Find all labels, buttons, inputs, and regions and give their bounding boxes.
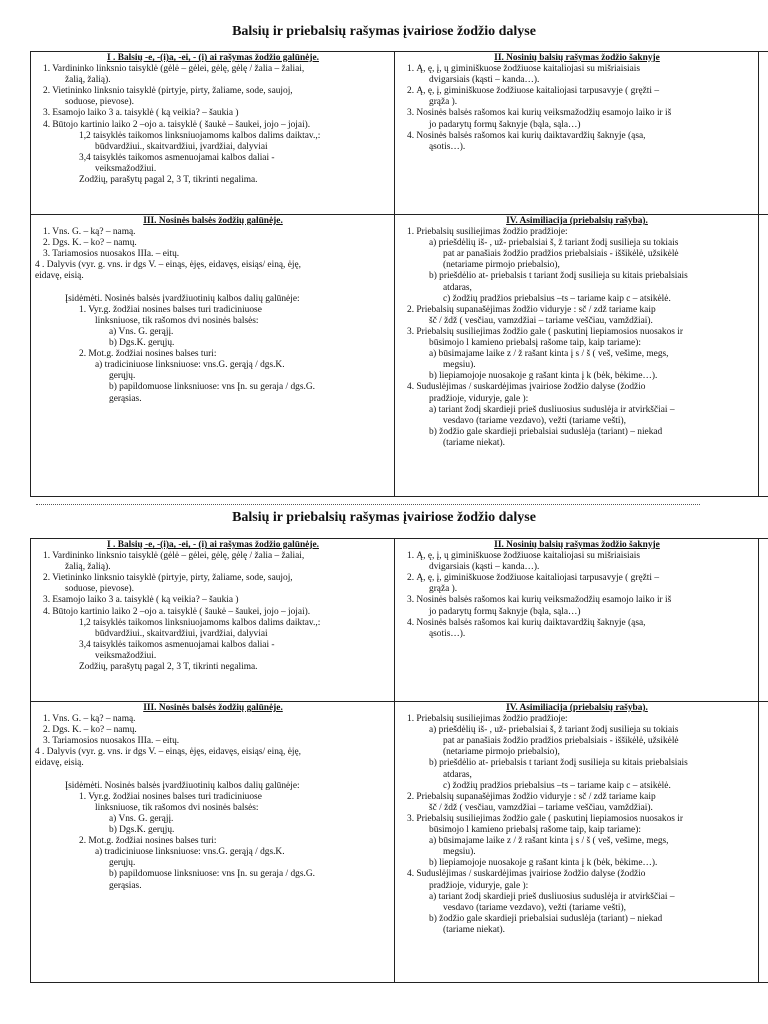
section-heading: I . Balsių -e, -(i)a, -ei, - (i) ai rašymas žodžio galūnėje. xyxy=(107,540,319,550)
rule-line: pradžioje, viduryje, gale ): xyxy=(429,880,529,891)
empty-stub-cell xyxy=(759,52,768,214)
rule-line: 1. Vyr.g. žodžiai nosines balses turi tradiciniuose xyxy=(79,304,262,315)
rule-line: 1. Priebalsių susiliejimas žodžio pradžioje: xyxy=(407,714,568,725)
rule-line: eidavę, eisią. xyxy=(35,758,84,769)
rule-line: linksniuose, tik rašomos dvi nosinės balsės: xyxy=(95,315,259,326)
rule-line: (tariame niekat). xyxy=(443,924,505,935)
rule-line: 4. Suduslėjimas / suskardėjimas įvairiose žodžio dalyse (žodžio xyxy=(407,869,646,880)
rule-line: a) būsimajame laike z / ž rašant kinta į s / š ( veš, vešime, megs, xyxy=(429,836,669,847)
rule-line: 1. Vardininko linksnio taisyklė (gėlė – gėlei, gėlę, gėlę / žalia – žaliai, xyxy=(43,64,305,75)
rule-line: gerųjų. xyxy=(109,858,136,869)
table-row-top xyxy=(31,539,768,702)
rule-line: 2. Ą, ę, į, giminiškuose žodžiuose kaitaliojasi tarpusavyje ( gręžti – xyxy=(407,86,660,97)
rule-line: 2. Vietininko linksnio taisyklė (pirtyje, pirty, žaliame, sode, saujoj, xyxy=(43,573,293,584)
rule-line: b) žodžio gale skardieji priebalsiai suduslėja (tariant) – niekad xyxy=(429,913,663,924)
rule-line: 2. Priebalsių supanašėjimas žodžio viduryje : sč / zdž tariame kaip xyxy=(407,791,656,802)
rule-line: gerųjų. xyxy=(109,371,136,382)
section-heading: III. Nosinės balsės žodžių galūnėje. xyxy=(143,216,283,226)
rule-line: b) papildomuose linksniuose: vns Įn. su geraja / dgs.G. xyxy=(109,869,315,880)
rule-line: 1. Ą, ę, į, ų giminiškuose žodžiuose kaitaliojasi su mišriaisiais xyxy=(407,551,641,562)
rule-line: 4 . Dalyvis (vyr. g. vns. ir dgs V. – einąs, ėjęs, eidavęs, eisiąs/ einą, ėję, xyxy=(35,747,302,758)
rule-line: c) žodžių pradžios priebalsius –ts – tariame kaip c – atsikėlė. xyxy=(443,780,671,791)
empty-stub-cell xyxy=(759,702,768,982)
rule-line: 3. Nosinės balsės rašomos kai kurių veiksmažodžių esamojo laiko ir iš xyxy=(407,108,672,119)
rule-line: 2. Mot.g. žodžiai nosines balses turi: xyxy=(79,349,217,360)
rule-line: 4. Suduslėjimas / suskardėjimas įvairiose žodžio dalyse (žodžio xyxy=(407,382,646,393)
rule-line: Įsidėmėti. Nosinės balsės įvardžiuotinių kalbos dalių galūnėje: xyxy=(65,780,300,791)
rule-line: 2. Dgs. K. – ko? – namų. xyxy=(43,725,137,736)
rule-line: b) Dgs.K. gerųjų. xyxy=(109,825,175,836)
rule-line: dvigarsiais (kąsti – kanda…). xyxy=(429,562,540,573)
rule-line: Žodžių, parašytų pagal 2, 3 T, tikrinti negalima. xyxy=(79,662,258,673)
rule-line: 2. Vietininko linksnio taisyklė (pirtyje, pirty, žaliame, sode, saujoj, xyxy=(43,86,293,97)
rule-line: a) tradiciniuose linksniuose: vns.G. gerąją / dgs.K. xyxy=(95,360,285,371)
section-3-cell xyxy=(31,215,395,496)
rule-line: žalią, žalią). xyxy=(65,75,111,86)
rules-table xyxy=(30,51,768,497)
rule-line: b) priešdėlio at- priebalsis t tariant žodį susilieja su kitais priebalsiais xyxy=(429,271,688,282)
rule-line: 2. Dgs. K. – ko? – namų. xyxy=(43,238,137,249)
rule-line: b) papildomuose linksniuose: vns Įn. su geraja / dgs.G. xyxy=(109,382,315,393)
rule-line: a) tradiciniuose linksniuose: vns.G. gerąją / dgs.K. xyxy=(95,847,285,858)
section-heading: IV. Asimiliacija (priebalsių rašyba). xyxy=(506,216,648,226)
rule-line: grąža ). xyxy=(429,584,458,595)
rule-line: b) žodžio gale skardieji priebalsiai suduslėja (tariant) – niekad xyxy=(429,426,663,437)
rule-line: megsiu). xyxy=(443,847,476,858)
rule-line: b) liepiamojoje nuosakoje g rašant kinta į k (bėk, bėkime…). xyxy=(429,371,658,382)
rule-line: atdaras, xyxy=(443,282,472,293)
rule-line: 1. Vns. G. – ką? – namą. xyxy=(43,227,136,238)
document-title: Balsių ir priebalsių rašymas įvairiose žodžio dalyse xyxy=(232,510,536,525)
rule-line: 3. Tariamosios nuosakos IIIa. – eitų. xyxy=(43,736,180,747)
rule-line: gerąsias. xyxy=(109,393,142,404)
rule-line: (netariame pirmojo priebalsio), xyxy=(443,260,560,271)
rule-line: 3. Esamojo laiko 3 a. taisyklė ( ką veikia? – šaukia ) xyxy=(43,108,239,119)
rule-line: megsiu). xyxy=(443,360,476,371)
rule-line: jo padarytų formų šaknyje (bąla, sąla…) xyxy=(429,119,581,130)
rule-line: (netariame pirmojo priebalsio), xyxy=(443,747,560,758)
rule-line: grąža ). xyxy=(429,97,458,108)
rule-line: 1,2 taisyklės taikomos linksniuojamoms kalbos dalims daiktav.,: xyxy=(79,130,321,141)
rule-line: soduose, pievose). xyxy=(65,584,134,595)
rule-line: 1. Ą, ę, į, ų giminiškuose žodžiuose kaitaliojasi su mišriaisiais xyxy=(407,64,641,75)
section-heading: II. Nosinių balsių rašymas žodžio šaknyje xyxy=(494,540,660,550)
section-heading: IV. Asimiliacija (priebalsių rašyba). xyxy=(506,703,648,713)
rule-line: 3. Nosinės balsės rašomos kai kurių veiksmažodžių esamojo laiko ir iš xyxy=(407,595,672,606)
rule-line: būsimojo l kamieno priebalsį rašome taip, kaip tariame): xyxy=(429,825,641,836)
rule-line: būdvardžiui., skaitvardžiui, įvardžiai, dalyviai xyxy=(95,141,268,152)
rule-line: a) priešdėlių iš- , už- priebalsiai š, ž tariant žodį susilieja su tokiais xyxy=(429,238,679,249)
cut-line-divider xyxy=(36,504,700,505)
rule-line: šč / ždž ( vesčiau, vamzdžiai – tariame veščiau, vamždžiai). xyxy=(429,315,653,326)
rule-line: a) tariant žodį skardieji prieš dusliuosius suduslėja ir atvirkščiai – xyxy=(429,891,675,902)
rule-line: 1. Vns. G. – ką? – namą. xyxy=(43,714,136,725)
section-2-cell xyxy=(395,539,759,701)
rule-line: žalią, žalią). xyxy=(65,562,111,573)
section-3-cell xyxy=(31,702,395,982)
rule-line: 1,2 taisyklės taikomos linksniuojamoms kalbos dalims daiktav.,: xyxy=(79,617,321,628)
rule-line: 4. Būtojo kartinio laiko 2 –ojo a. taisyklė ( šaukė – šaukei, jojo – jojai). xyxy=(43,606,311,617)
rule-line: būdvardžiui., skaitvardžiui, įvardžiai, dalyviai xyxy=(95,628,268,639)
rule-line: pat ar panašiais žodžio pradžios priebalsiais - iššikėlė, užsikėlė xyxy=(443,249,679,260)
rule-line: 1. Vyr.g. žodžiai nosines balses turi tradiciniuose xyxy=(79,791,262,802)
rule-line: Žodžių, parašytų pagal 2, 3 T, tikrinti negalima. xyxy=(79,175,258,186)
rule-line: 3. Priebalsių susiliejimas žodžio gale ( paskutinį liepiamosios nuosakos ir xyxy=(407,813,684,824)
section-2-cell xyxy=(395,52,759,214)
rule-line: 3. Tariamosios nuosakos IIIa. – eitų. xyxy=(43,249,180,260)
empty-stub-cell xyxy=(759,215,768,496)
rule-line: Įsidėmėti. Nosinės balsės įvardžiuotinių kalbos dalių galūnėje: xyxy=(65,293,300,304)
rule-line: vesdavo (tariame vezdavo), vežti (tariame vešti), xyxy=(443,902,626,913)
section-1-cell xyxy=(31,539,395,701)
rule-line: vesdavo (tariame vezdavo), vežti (tariame vešti), xyxy=(443,415,626,426)
section-4-cell xyxy=(395,702,759,982)
rule-line: dvigarsiais (kąsti – kanda…). xyxy=(429,75,540,86)
rule-line: veiksmažodžiui. xyxy=(95,650,157,661)
section-heading: III. Nosinės balsės žodžių galūnėje. xyxy=(143,703,283,713)
rule-line: 2. Ą, ę, į, giminiškuose žodžiuose kaitaliojasi tarpusavyje ( gręžti – xyxy=(407,573,660,584)
document-title: Balsių ir priebalsių rašymas įvairiose žodžio dalyse xyxy=(232,24,536,39)
rule-line: a) būsimajame laike z / ž rašant kinta į s / š ( veš, vešime, megs, xyxy=(429,349,669,360)
section-heading: II. Nosinių balsių rašymas žodžio šaknyje xyxy=(494,53,660,63)
table-row-bottom xyxy=(31,215,768,497)
rule-line: 4. Nosinės balsės rašomos kai kurių daiktavardžių šaknyje (ąsa, xyxy=(407,617,646,628)
rule-line: jo padarytų formų šaknyje (bąla, sąla…) xyxy=(429,606,581,617)
rule-line: veiksmažodžiui. xyxy=(95,163,157,174)
rule-line: a) priešdėlių iš- , už- priebalsiai š, ž tariant žodį susilieja su tokiais xyxy=(429,725,679,736)
section-heading: I . Balsių -e, -(i)a, -ei, - (i) ai rašymas žodžio galūnėje. xyxy=(107,53,319,63)
rule-line: šč / ždž ( vesčiau, vamzdžiai – tariame veščiau, vamždžiai). xyxy=(429,802,653,813)
section-1-cell xyxy=(31,52,395,214)
rule-line: ąsotis…). xyxy=(429,141,466,152)
rule-line: 1. Priebalsių susiliejimas žodžio pradžioje: xyxy=(407,227,568,238)
rule-line: būsimojo l kamieno priebalsį rašome taip, kaip tariame): xyxy=(429,338,641,349)
rule-line: atdaras, xyxy=(443,769,472,780)
rule-line: ąsotis…). xyxy=(429,628,466,639)
rule-line: b) Dgs.K. gerųjų. xyxy=(109,338,175,349)
rule-line: a) Vns. G. gerąjį. xyxy=(109,813,174,824)
rules-table xyxy=(30,538,768,983)
rule-line: (tariame niekat). xyxy=(443,437,505,448)
rule-line: eidavę, eisią. xyxy=(35,271,84,282)
rule-line: gerąsias. xyxy=(109,880,142,891)
rule-line: 1. Vardininko linksnio taisyklė (gėlė – gėlei, gėlę, gėlę / žalia – žaliai, xyxy=(43,551,305,562)
rule-line: a) tariant žodį skardieji prieš dusliuosius suduslėja ir atvirkščiai – xyxy=(429,404,675,415)
rule-line: a) Vns. G. gerąjį. xyxy=(109,326,174,337)
rule-line: pradžioje, viduryje, gale ): xyxy=(429,393,529,404)
rule-line xyxy=(35,283,391,294)
rule-line: 3. Priebalsių susiliejimas žodžio gale ( paskutinį liepiamosios nuosakos ir xyxy=(407,326,684,337)
rule-line: 2. Priebalsių supanašėjimas žodžio viduryje : sč / zdž tariame kaip xyxy=(407,304,656,315)
rule-line: c) žodžių pradžios priebalsius –ts – tariame kaip c – atsikėlė. xyxy=(443,293,671,304)
empty-stub-cell xyxy=(759,539,768,701)
rule-line: linksniuose, tik rašomos dvi nosinės balsės: xyxy=(95,802,259,813)
table-row-top xyxy=(31,52,768,215)
rule-line: b) priešdėlio at- priebalsis t tariant žodį susilieja su kitais priebalsiais xyxy=(429,758,688,769)
rule-line: soduose, pievose). xyxy=(65,97,134,108)
table-row-bottom xyxy=(31,702,768,983)
section-4-cell xyxy=(395,215,759,496)
rule-line: pat ar panašiais žodžio pradžios priebalsiais - iššikėlė, užsikėlė xyxy=(443,736,679,747)
rule-line: b) liepiamojoje nuosakoje g rašant kinta į k (bėk, bėkime…). xyxy=(429,858,658,869)
rule-line: 2. Mot.g. žodžiai nosines balses turi: xyxy=(79,836,217,847)
rule-line: 4. Nosinės balsės rašomos kai kurių daiktavardžių šaknyje (ąsa, xyxy=(407,130,646,141)
rule-line: 4. Būtojo kartinio laiko 2 –ojo a. taisyklė ( šaukė – šaukei, jojo – jojai). xyxy=(43,119,311,130)
rule-line xyxy=(35,770,391,781)
rule-line: 3,4 taisyklės taikomos asmenuojamai kalbos daliai - xyxy=(79,152,275,163)
rule-line: 3,4 taisyklės taikomos asmenuojamai kalbos daliai - xyxy=(79,639,275,650)
rule-line: 3. Esamojo laiko 3 a. taisyklė ( ką veikia? – šaukia ) xyxy=(43,595,239,606)
rule-line: 4 . Dalyvis (vyr. g. vns. ir dgs V. – einąs, ėjęs, eidavęs, eisiąs/ einą, ėję, xyxy=(35,260,302,271)
